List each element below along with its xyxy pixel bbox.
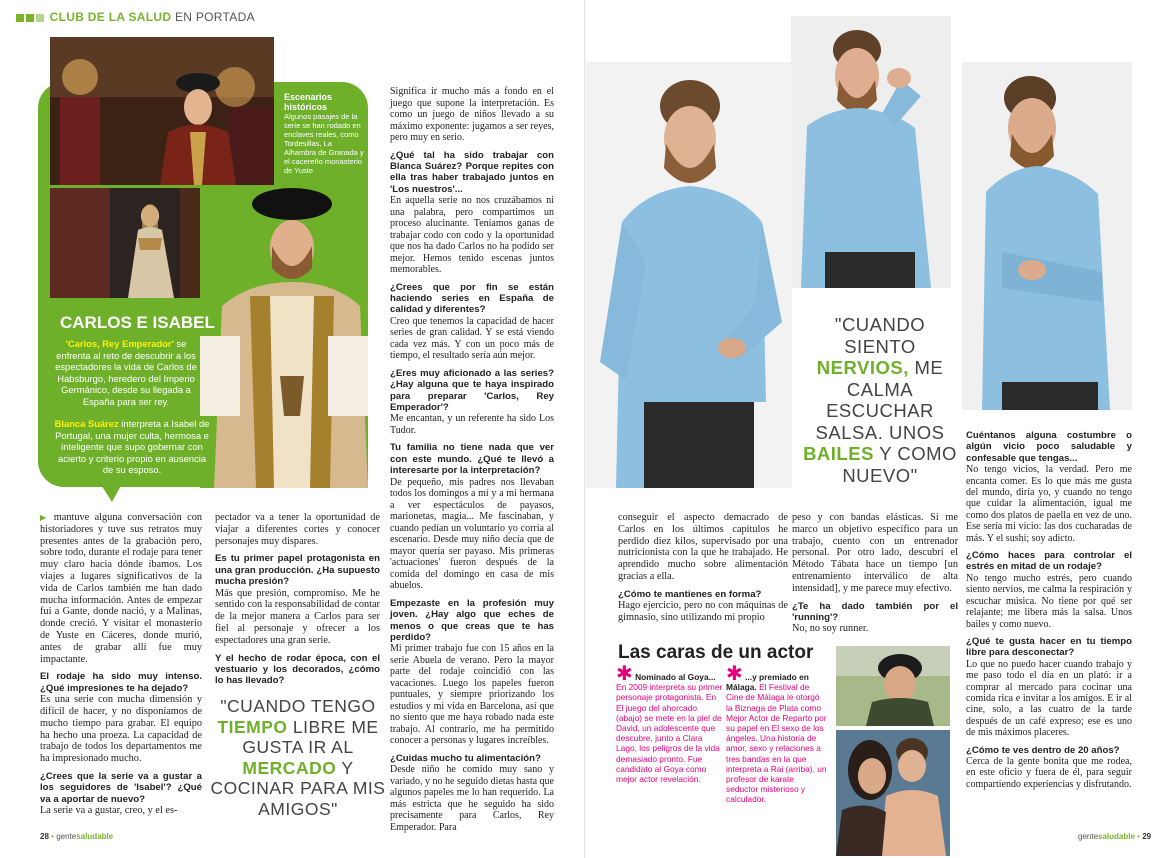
faces-section-title: Las caras de un actor bbox=[618, 642, 814, 663]
header-brand: CLUB DE LA SALUD bbox=[49, 10, 172, 24]
question: ¿Crees que la serie va a gustar a los seguidores de 'Isabel'? ¿Qué va a aportar de nuevo? bbox=[40, 770, 202, 805]
answer: No, no soy runner. bbox=[792, 623, 869, 635]
photo-film-juego-ahorcado bbox=[836, 730, 950, 856]
folio-number: 28 bbox=[40, 832, 49, 841]
folio-brand: gente bbox=[56, 832, 77, 841]
question: ¿Crees que por fin se están haciendo series en España de calidad y diferentes? bbox=[390, 281, 554, 316]
photo-carlos-costume bbox=[200, 186, 368, 488]
faces-goya-text: interpreta su primer personaje protagonista. En El juego del ahorcado (abajo) se mete en la piel de David, un adolescente que descubre, junto a Clara Lago, los peligros de la vida demasiado pronto. Fue candidato al Goya como mejor actor revelación. bbox=[616, 682, 723, 785]
answer: Más que presión, compromiso. Me he sentido con la responsabilidad de contar de la mejor manera a Carlos para ser fiel al personaje y ofrecer a los espectadores una gran serie. bbox=[215, 587, 380, 646]
section-header bbox=[16, 10, 255, 24]
article-column-3 bbox=[390, 86, 554, 839]
question: Empezaste en la profesión muy joven. ¿Hay algo que eches de menos o que creas que te has perdido? bbox=[390, 597, 554, 643]
answer: En aquella serie no nos cruzábamos ni una palabra, pero compartimos un proceso alucinante. Teníamos ganas de trabajar codo con codo y la oportunidad que nos ha dado Carlos no ha podido ser mejor. Hemos tenido escenas juntos memorables. bbox=[390, 195, 554, 276]
continuation-arrow-icon: ▶ bbox=[40, 513, 54, 522]
article-column-5 bbox=[792, 512, 958, 641]
folio-brand-bold: saludable bbox=[76, 832, 114, 841]
caption-title: Escenarios históricos bbox=[284, 92, 333, 112]
folio-number: 29 bbox=[1142, 832, 1152, 841]
question: ¿Eres muy aficionado a las series? ¿Hay alguna que te haya inspirado para preparar 'Carlos, Rey Emperador'? bbox=[390, 367, 554, 414]
faces-goya-head: Nominado al Goya... bbox=[635, 672, 716, 682]
header-square-icon bbox=[26, 14, 34, 22]
question: El rodaje ha sido muy intenso. ¿Qué impresiones te ha dejado? bbox=[40, 671, 202, 694]
question: ¿Cuidas mucho tu alimentación? bbox=[390, 752, 541, 764]
answer: No tengo vicios, la verdad. Pero me encanta comer. Es lo que más me gusta del mundo, diría yo, y cuando no tengo que cuidar la alimentación, igual me como dos platos de paella en vez de uno. Ese sería mi vicio: las dos cucharadas de más. Y el sushi; soy adicto. bbox=[966, 464, 1132, 544]
col1-p1: mantuve alguna conversación con historiadores y tuve sus retratos muy presentes antes de la grabación pero, sobre todo, durante el rodaje para tener muy claro hacia dónde íbamos. Los viajes a lugares significativos de la vida de Carlos también me han dado mucha información. Antes de empezar fui a Gante, donde nació, y a Malinas, donde creció. Y visitar el monasterio de Yuste en Cáceres, donde murió, antes de grabar allí fue muy impactante. bbox=[40, 512, 202, 665]
faces-goya-year: En 2009 bbox=[616, 682, 648, 693]
pull-quote-text: Y COMO NUEVO" bbox=[842, 443, 957, 486]
question: Cuéntanos alguna costumbre o algún vicio poco saludable y confesable que tengas... bbox=[966, 430, 1132, 464]
answer: Lo que no puedo hacer cuando trabajo y me paso todo el día en un plató: ir a comprar al mercado para cocinar una comida rica e invitar a los amigos. E ir al cine, solo, a las cuatro de la tarde después de un café expreso; ese es uno de mis máximos placeres. bbox=[966, 658, 1132, 739]
answer: Es una serie con mucha dimensión y difícil de hacer, y no disponíamos de mucho tiempo para grabar. El equipo ha hecho una proeza. La capacidad de trabajo de todos los departamentos me ha impresionado mucho. bbox=[40, 694, 202, 765]
panel-series-name: 'Carlos, Rey Emperador' bbox=[65, 338, 174, 349]
answer: De pequeño, mis padres nos llevaban todos los domingos a mí y a mi hermana a ver espectáculos de payasos, marionetas, magia... Me fascinaban, y cuando pedían un voluntario yo corría al escenario. Desde muy niño decía que de mayor quería ser payaso. Mis primeras 'actuaciones' fueron después de la comida del domingo en casa de mis abuelos. bbox=[390, 476, 554, 592]
folio-brand: gente bbox=[1078, 832, 1099, 841]
article-column-1 bbox=[40, 512, 202, 823]
article-column-4 bbox=[618, 512, 788, 630]
panel-title: CARLOS E ISABEL bbox=[60, 313, 215, 332]
question: ¿Cómo te mantienes en forma? bbox=[618, 588, 762, 600]
question: ¿Qué tal ha sido trabajar con Blanca Suárez? Porque repites con ella tras haber trabajado juntos en 'Los nuestros'... bbox=[390, 149, 554, 195]
answer: Hago ejercicio, pero no con máquinas de gimnasio, sino utilizando mi propio bbox=[618, 600, 788, 623]
header-square-icon bbox=[16, 14, 24, 22]
pull-quote-1 bbox=[206, 696, 390, 819]
panel-series-text: se enfrenta al reto de descubrir a los espectadores la vida de Carlos de Habsburgo, heredero del Imperio Germánico, desde su llegada a España para ser rey. bbox=[55, 338, 197, 407]
answer: Mi primer trabajo fue con 15 años en la serie Abuela de verano. Pero la mayor parte del rodaje coincidió con las vacaciones. Luego los papeles fueron puntuales, y siempre priorizando los estudios y mi vida en Barcelona, así que no siento que me haya robado nada este trabajo. Al contrario, me ha permitido conocer a personas y lugares increíbles. bbox=[390, 643, 554, 747]
question: ¿Cómo te ves dentro de 20 años? bbox=[966, 744, 1120, 756]
pull-quote-text: Y COCINAR PARA MIS AMIGOS" bbox=[210, 757, 386, 819]
caption-text: Algunos pasajes de la serie se han rodado en enclaves reales, como Tordesillas, La Alhambra de Granada y el cacereño monasterio de Yuste bbox=[284, 112, 364, 175]
pink-star-icon: ✱ bbox=[616, 663, 633, 685]
question: ¿Cómo haces para controlar el estrés en mitad de un rodaje? bbox=[966, 550, 1132, 573]
article-column-6 bbox=[966, 430, 1132, 796]
answer: Creo que tenemos la capacidad de hacer series de gran calidad. Y se está viendo cada vez más. Y con un poco más de tiempo, el resultado sería aún mejor. bbox=[390, 315, 554, 362]
pull-quote-text: "CUANDO SIENTO bbox=[834, 314, 926, 357]
faces-malaga-head: ...y premiado en Málaga. bbox=[726, 672, 809, 693]
page-folio-left: 28 • gentesaludable bbox=[40, 832, 114, 841]
photo-actor-hand-on-neck bbox=[791, 16, 951, 288]
question: Es tu primer papel protagonista en una gran producción. ¿Ha supuesto mucha presión? bbox=[215, 553, 380, 588]
faces-box-malaga bbox=[726, 663, 828, 805]
pull-quote-highlight: NERVIOS, bbox=[816, 357, 909, 378]
panel-tail bbox=[98, 480, 124, 502]
photo-actor-hand-on-chest bbox=[586, 62, 792, 488]
question: ¿Qué te gusta hacer en tu tiempo libre para desconectar? bbox=[966, 635, 1132, 659]
pull-quote-text: ME CALMA ESCUCHAR SALSA. UNOS bbox=[815, 357, 945, 443]
question: Y el hecho de rodar época, con el vestuario y los decorados, ¿cómo lo has llevado? bbox=[215, 652, 380, 687]
pull-quote-text: "CUANDO TENGO bbox=[220, 696, 376, 716]
panel-text-isabel bbox=[52, 418, 212, 476]
panel-actress-text: interpreta a Isabel de Portugal, una mujer culta, hermosa e inteligente que supo gobernar con acierto y criterio propio en ausencia de su esposo. bbox=[55, 418, 210, 475]
col5-p1: peso y con bandas elásticas. Si me marco un objetivo específico para un trabajo, cuento con un entrenador personal. Por otro lado, descubrí el Método Tábata hace un tiempo [un entrenamiento interválico de alta intensidad], y me parece muy efectivo. bbox=[792, 512, 958, 594]
pink-star-icon: ✱ bbox=[726, 663, 743, 685]
answer: Desde niño he comido muy sano y variado, y no he seguido dietas hasta que algunos papeles me lo han requerido. La más estricta que he seguido ha sido precisamente para Carlos, Rey Emperador. Para bbox=[390, 764, 554, 833]
col2-p1: pectador va a tener la oportunidad de viajar a diferentes cortes y conocer personajes muy dispares. bbox=[215, 512, 380, 547]
panel-text-carlos bbox=[52, 338, 200, 407]
photo-throne-room bbox=[50, 37, 274, 185]
panel-actress-name: Blanca Suárez bbox=[54, 418, 119, 429]
page-folio-right: gentesaludable • 29 bbox=[1078, 832, 1152, 841]
folio-brand-bold: saludable bbox=[1098, 832, 1135, 841]
pull-quote-highlight: MERCADO bbox=[242, 757, 337, 778]
pull-quote-highlight: TIEMPO bbox=[217, 716, 288, 737]
caption-scenarios bbox=[284, 92, 364, 175]
pull-quote-highlight: BAILES bbox=[803, 443, 874, 464]
photo-actor-arms-crossed bbox=[962, 62, 1132, 410]
faces-malaga-text: El Festival de Cine de Málaga le otorgó la Biznaga de Plata como Mejor Actor de Reparto por su papel en El sexo de los ángeles. Una historia de amor, sexo y relaciones a tres bandas en la que interpreta a Rai (arriba), un profesor de karate seductor misterioso y calculador. bbox=[726, 682, 827, 805]
answer: No tengo mucho estrés, pero cuando siento nervios, me calma la respiración y escuchar música. No tiene por qué ser relajante; me libera más la salsa. Unos bailes y como nuevo. bbox=[966, 572, 1132, 630]
header-square-icon bbox=[36, 14, 44, 22]
question: Tu familia no tiene nada que ver con este mundo. ¿Qué te llevó a interesarte por la interpretación? bbox=[390, 442, 554, 477]
pull-quote-text: LIBRE ME GUSTA IR AL bbox=[242, 716, 379, 757]
article-column-2 bbox=[215, 512, 380, 687]
col3-p1: Significa ir mucho más a fondo en el juego que supone la interpretación. Es como un juego de niños llevado a su máximo exponente: jugamos a ser reyes, pero muy en serio. bbox=[390, 86, 554, 143]
photo-film-sexo-angeles bbox=[836, 646, 950, 726]
question: ¿Te ha dado también por el 'running'? bbox=[792, 600, 958, 623]
faces-box-goya bbox=[616, 663, 724, 785]
answer: La serie va a gustar, creo, y el es- bbox=[40, 805, 178, 817]
pull-quote-2 bbox=[800, 314, 960, 486]
col4-p1: conseguir el aspecto demacrado de Carlos en los últimos capítulos he perdido diez kilos, supervisado por una nutricionista con la que he trabajado. He aprendido mucho sobre alimentación gracias a ella. bbox=[618, 512, 788, 582]
answer: Cerca de la gente bonita que me rodea, en este oficio y fuera de él, para seguir compartiendo experiencias y disfrutando. bbox=[966, 755, 1132, 790]
header-section: EN PORTADA bbox=[174, 10, 255, 24]
answer: Me encantan, y un referente ha sido Los Tudor. bbox=[390, 413, 554, 436]
